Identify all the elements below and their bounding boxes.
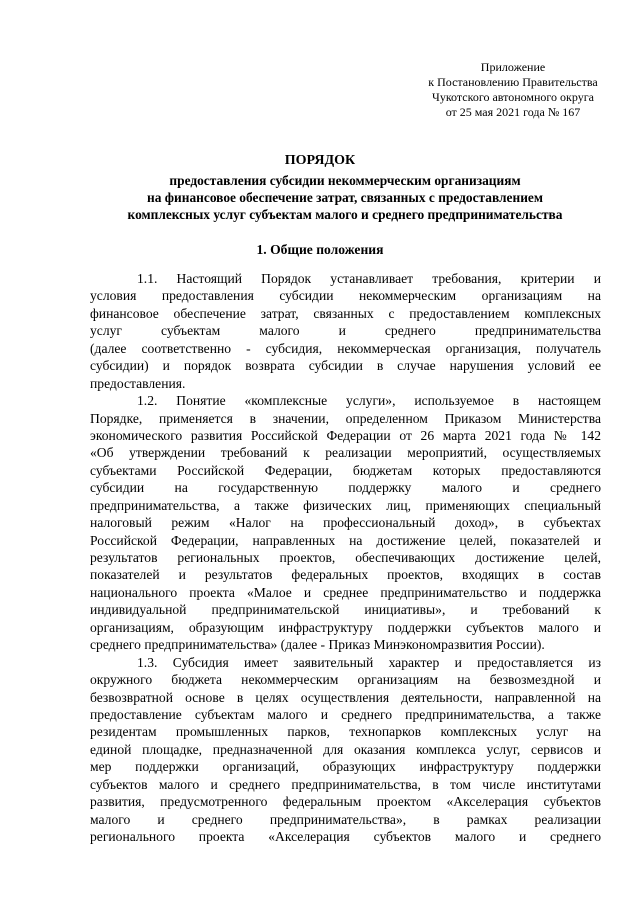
body-line: 1.1. Настоящий Порядок устанавливает требования, критерии и [137, 271, 601, 286]
body-line: «Об утверждении требований к реализации мероприятий, осуществляемых [90, 445, 601, 461]
body-line: национального проекта «Малое и среднее предпринимательство и поддержка [90, 584, 601, 600]
body-line: организациям, образующим инфраструктуру поддержки субъектов малого и [90, 619, 601, 635]
body-line: безвозвратной основе в целях осуществления деятельности, направленной на [90, 689, 601, 705]
appendix-block [418, 60, 608, 120]
body-line: предпринимательства, а также физических лиц, применяющих специальный [90, 497, 601, 513]
body-line: условия предоставления субсидии некоммерческим организациям на [90, 288, 601, 304]
body-line: развития, предусмотренного федеральным проектом «Акселерация субъектов [90, 794, 601, 810]
body-line: финансовое обеспечение затрат, связанных с предоставлением комплексных [90, 305, 601, 321]
appendix-line: Приложение [480, 60, 546, 74]
body-line: индивидуальной предпринимательской инициативы», и требований к [90, 602, 601, 618]
subtitle-line: комплексных услуг субъектам малого и среднего предпринимательства [127, 207, 563, 222]
section-heading: 1. Общие положения [256, 242, 384, 257]
document-title: ПОРЯДОК [284, 153, 356, 168]
body-line: 1.2. Понятие «комплексные услуги», используемое в настоящем [137, 393, 601, 409]
body-line: субсидии на государственную поддержку малого и среднего [90, 480, 601, 496]
body-text [90, 270, 601, 845]
body-line: (далее соответственно - субсидия, некоммерческая организация, получатель [90, 340, 601, 356]
body-line: окружного бюджета некоммерческим организациям на безвозмездной и [90, 672, 601, 688]
body-line: налоговый режим «Налог на профессиональный доход», в субъектах [90, 515, 601, 531]
body-line: субсидии) и порядок возврата субсидии в случае нарушения условий ее [90, 358, 601, 374]
body-line: Порядке, применяется в значении, определенном Приказом Министерства [90, 410, 601, 426]
body-line: субъектов малого и среднего предпринимательства, в том числе институтами [90, 776, 601, 792]
body-line: экономического развития Российской Федерации от 26 марта 2021 года № 142 [90, 427, 601, 443]
document-subtitle [90, 172, 600, 223]
body-line: малого и среднего предпринимательства», в рамках реализации [90, 811, 601, 827]
body-line: 1.3. Субсидия имеет заявительный характер и предоставляется из [137, 654, 601, 670]
body-line: результатов региональных проектов, обеспечивающих достижение целей, [90, 550, 601, 565]
body-line: Российской Федерации, направленных на достижение целей, показателей и [90, 532, 601, 548]
body-line: среднего предпринимательства» (далее - Приказ Минэкономразвития России). [90, 637, 545, 653]
appendix-line: к Постановлению Правительства [428, 75, 598, 89]
body-line: резидентам промышленных парков, технопарков комплексных услуг на [90, 724, 601, 740]
body-line: единой площадке, предназначенной для оказания комплекса услуг, сервисов и [90, 741, 601, 757]
appendix-line: от 25 мая 2021 года № 167 [445, 105, 581, 119]
body-line: мер поддержки организаций, образующих инфраструктуру поддержки [90, 759, 601, 775]
subtitle-line: на финансовое обеспечение затрат, связанных с предоставлением [147, 190, 543, 205]
subtitle-line: предоставления субсидии некоммерческим организациям [169, 173, 521, 188]
body-line: показателей и результатов федеральных проектов, входящих в состав [90, 567, 601, 583]
body-line: услуг субъектам малого и среднего предпринимательства [90, 323, 601, 339]
body-line: субъектами Российской Федерации, бюджетам которых предоставляются [90, 462, 601, 478]
body-line: предоставления. [90, 375, 186, 391]
body-line: предоставление субъектам малого и среднего предпринимательства, а также [90, 706, 601, 722]
body-line: регионального проекта «Акселерация субъектов малого и среднего [90, 829, 601, 844]
appendix-line: Чукотского автономного округа [432, 90, 594, 104]
